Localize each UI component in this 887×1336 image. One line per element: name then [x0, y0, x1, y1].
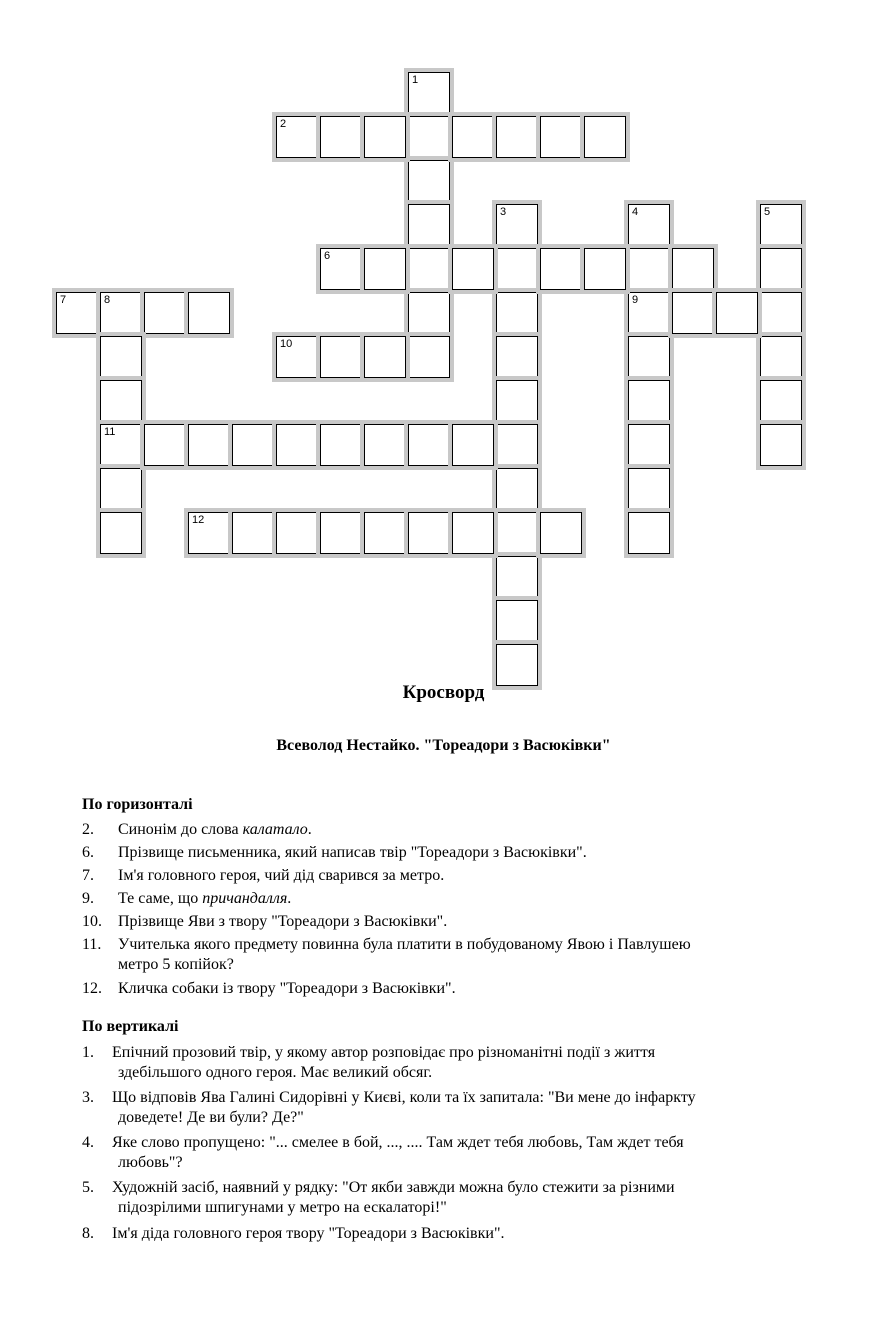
- cell-number: 1: [412, 74, 419, 86]
- cell-number: 9: [632, 294, 639, 306]
- grid-cell[interactable]: [496, 380, 538, 422]
- grid-cell[interactable]: [584, 248, 626, 290]
- across-clue-12: 12. Кличка собаки із твору "Тореадори з Васюківки".: [82, 980, 456, 997]
- grid-cell[interactable]: [628, 512, 670, 554]
- grid-cell[interactable]: [144, 292, 186, 334]
- grid-cell[interactable]: [320, 336, 362, 378]
- grid-cell[interactable]: [628, 336, 670, 378]
- grid-cell[interactable]: [276, 424, 318, 466]
- grid-cell[interactable]: [496, 556, 538, 598]
- grid-cell[interactable]: [496, 204, 538, 246]
- grid-cell[interactable]: [232, 512, 274, 554]
- grid-cell[interactable]: [320, 248, 362, 290]
- grid-cell[interactable]: [760, 336, 802, 378]
- grid-cell[interactable]: [100, 424, 142, 466]
- grid-cell[interactable]: [364, 512, 406, 554]
- down-clue-4: 4. Яке слово пропущено: "... смелее в бой, ..., .... Там ждет тебя любовь, Там ждет тебя любовь"?: [82, 1134, 684, 1171]
- grid-cell[interactable]: [760, 292, 802, 334]
- grid-cell[interactable]: [628, 468, 670, 510]
- grid-cell[interactable]: [760, 380, 802, 422]
- grid-cell[interactable]: [628, 204, 670, 246]
- cell-number: 12: [192, 514, 205, 526]
- grid-cell[interactable]: [540, 248, 582, 290]
- cell-number: 3: [500, 206, 507, 218]
- grid-cell[interactable]: [496, 600, 538, 642]
- cell-number: 7: [60, 294, 67, 306]
- grid-cell[interactable]: [496, 424, 538, 466]
- grid-cell[interactable]: [144, 424, 186, 466]
- grid-cell[interactable]: [760, 424, 802, 466]
- grid-cell[interactable]: [584, 116, 626, 158]
- grid-cell[interactable]: [628, 380, 670, 422]
- grid-cell[interactable]: [540, 116, 582, 158]
- cell-number: 4: [632, 206, 639, 218]
- grid-cell[interactable]: [408, 72, 450, 114]
- grid-cell[interactable]: [408, 204, 450, 246]
- grid-cell[interactable]: [452, 512, 494, 554]
- grid-cell[interactable]: [188, 512, 230, 554]
- grid-cell[interactable]: [496, 336, 538, 378]
- down-clue-5: 5. Художній засіб, наявний у рядку: "От якби завжди можна було стежити за різними підозрілими шпигунами у метро на ескалаторі!": [82, 1179, 675, 1216]
- grid-cell[interactable]: [496, 116, 538, 158]
- grid-cell[interactable]: [276, 116, 318, 158]
- across-heading: По горизонталі: [82, 796, 193, 813]
- across-clue-7: 7. Ім'я головного героя, чий дід сварився за метро.: [82, 867, 445, 884]
- grid-cell[interactable]: [496, 292, 538, 334]
- grid-cell[interactable]: [496, 644, 538, 686]
- across-clue-11: 11. Учителька якого предмету повинна була платити в побудованому Явою і Павлушею метро 5 копійок?: [82, 936, 691, 973]
- crossword-grid: [0, 0, 887, 660]
- grid-cell[interactable]: [408, 292, 450, 334]
- grid-cell[interactable]: [100, 468, 142, 510]
- grid-cell[interactable]: [496, 512, 538, 554]
- grid-cell[interactable]: [100, 336, 142, 378]
- grid-cell[interactable]: [628, 424, 670, 466]
- grid-cell[interactable]: [496, 248, 538, 290]
- grid-cell[interactable]: [408, 160, 450, 202]
- down-clue-3: 3. Що відповів Ява Галині Сидорівні у Києві, коли та їх запитала: "Ви мене до інфаркту доведете! Де ви були? Де?": [82, 1089, 696, 1126]
- grid-cell[interactable]: [408, 248, 450, 290]
- grid-cell[interactable]: [276, 336, 318, 378]
- grid-cell[interactable]: [496, 468, 538, 510]
- grid-cell[interactable]: [452, 116, 494, 158]
- grid-cell[interactable]: [56, 292, 98, 334]
- grid-cell[interactable]: [408, 512, 450, 554]
- grid-cell[interactable]: [276, 512, 318, 554]
- across-clue-6: 6. Прізвище письменника, який написав твір "Тореадори з Васюківки".: [82, 844, 587, 861]
- grid-cell[interactable]: [540, 512, 582, 554]
- grid-cell[interactable]: [452, 424, 494, 466]
- grid-cell[interactable]: [364, 248, 406, 290]
- down-clue-1: 1. Епічний прозовий твір, у якому автор розповідає про різноманітні події з життя здебільшого одного героя. Має великий обсяг.: [82, 1044, 656, 1081]
- cell-number: 8: [104, 294, 111, 306]
- grid-cell[interactable]: [408, 336, 450, 378]
- grid-cell[interactable]: [408, 116, 450, 158]
- across-clue-9: 9. Те саме, що причандалля.: [82, 890, 292, 907]
- cell-number: 10: [280, 338, 293, 350]
- grid-cell[interactable]: [320, 512, 362, 554]
- grid-cell[interactable]: [628, 248, 670, 290]
- cell-number: 11: [104, 426, 116, 438]
- grid-cell[interactable]: [364, 424, 406, 466]
- grid-cell[interactable]: [364, 336, 406, 378]
- grid-cell[interactable]: [100, 512, 142, 554]
- cell-number: 2: [280, 118, 287, 130]
- grid-cell[interactable]: [320, 116, 362, 158]
- grid-cell[interactable]: [188, 424, 230, 466]
- grid-cell[interactable]: [408, 424, 450, 466]
- grid-cell[interactable]: [188, 292, 230, 334]
- cell-number: 5: [764, 206, 771, 218]
- down-heading: По вертикалі: [82, 1018, 179, 1035]
- grid-cell[interactable]: [760, 204, 802, 246]
- grid-cell[interactable]: [452, 248, 494, 290]
- grid-cell[interactable]: [100, 380, 142, 422]
- grid-cell[interactable]: [628, 292, 670, 334]
- grid-cell[interactable]: [100, 292, 142, 334]
- page-title: Кросворд: [402, 682, 485, 703]
- cell-number: 6: [324, 250, 331, 262]
- grid-cell[interactable]: [232, 424, 274, 466]
- down-clue-8: 8. Ім'я діда головного героя твору "Тореадори з Васюківки".: [82, 1225, 505, 1242]
- page-subtitle: Всеволод Нестайко. "Тореадори з Васюківки": [276, 737, 611, 754]
- across-clue-10: 10. Прізвище Яви з твору "Тореадори з Васюківки".: [82, 913, 448, 930]
- grid-cell[interactable]: [672, 248, 714, 290]
- grid-cell[interactable]: [716, 292, 758, 334]
- grid-cell[interactable]: [364, 116, 406, 158]
- across-clue-2: 2. Синонім до слова калатало.: [82, 821, 312, 838]
- grid-cell[interactable]: [672, 292, 714, 334]
- grid-cell[interactable]: [760, 248, 802, 290]
- grid-cell[interactable]: [320, 424, 362, 466]
